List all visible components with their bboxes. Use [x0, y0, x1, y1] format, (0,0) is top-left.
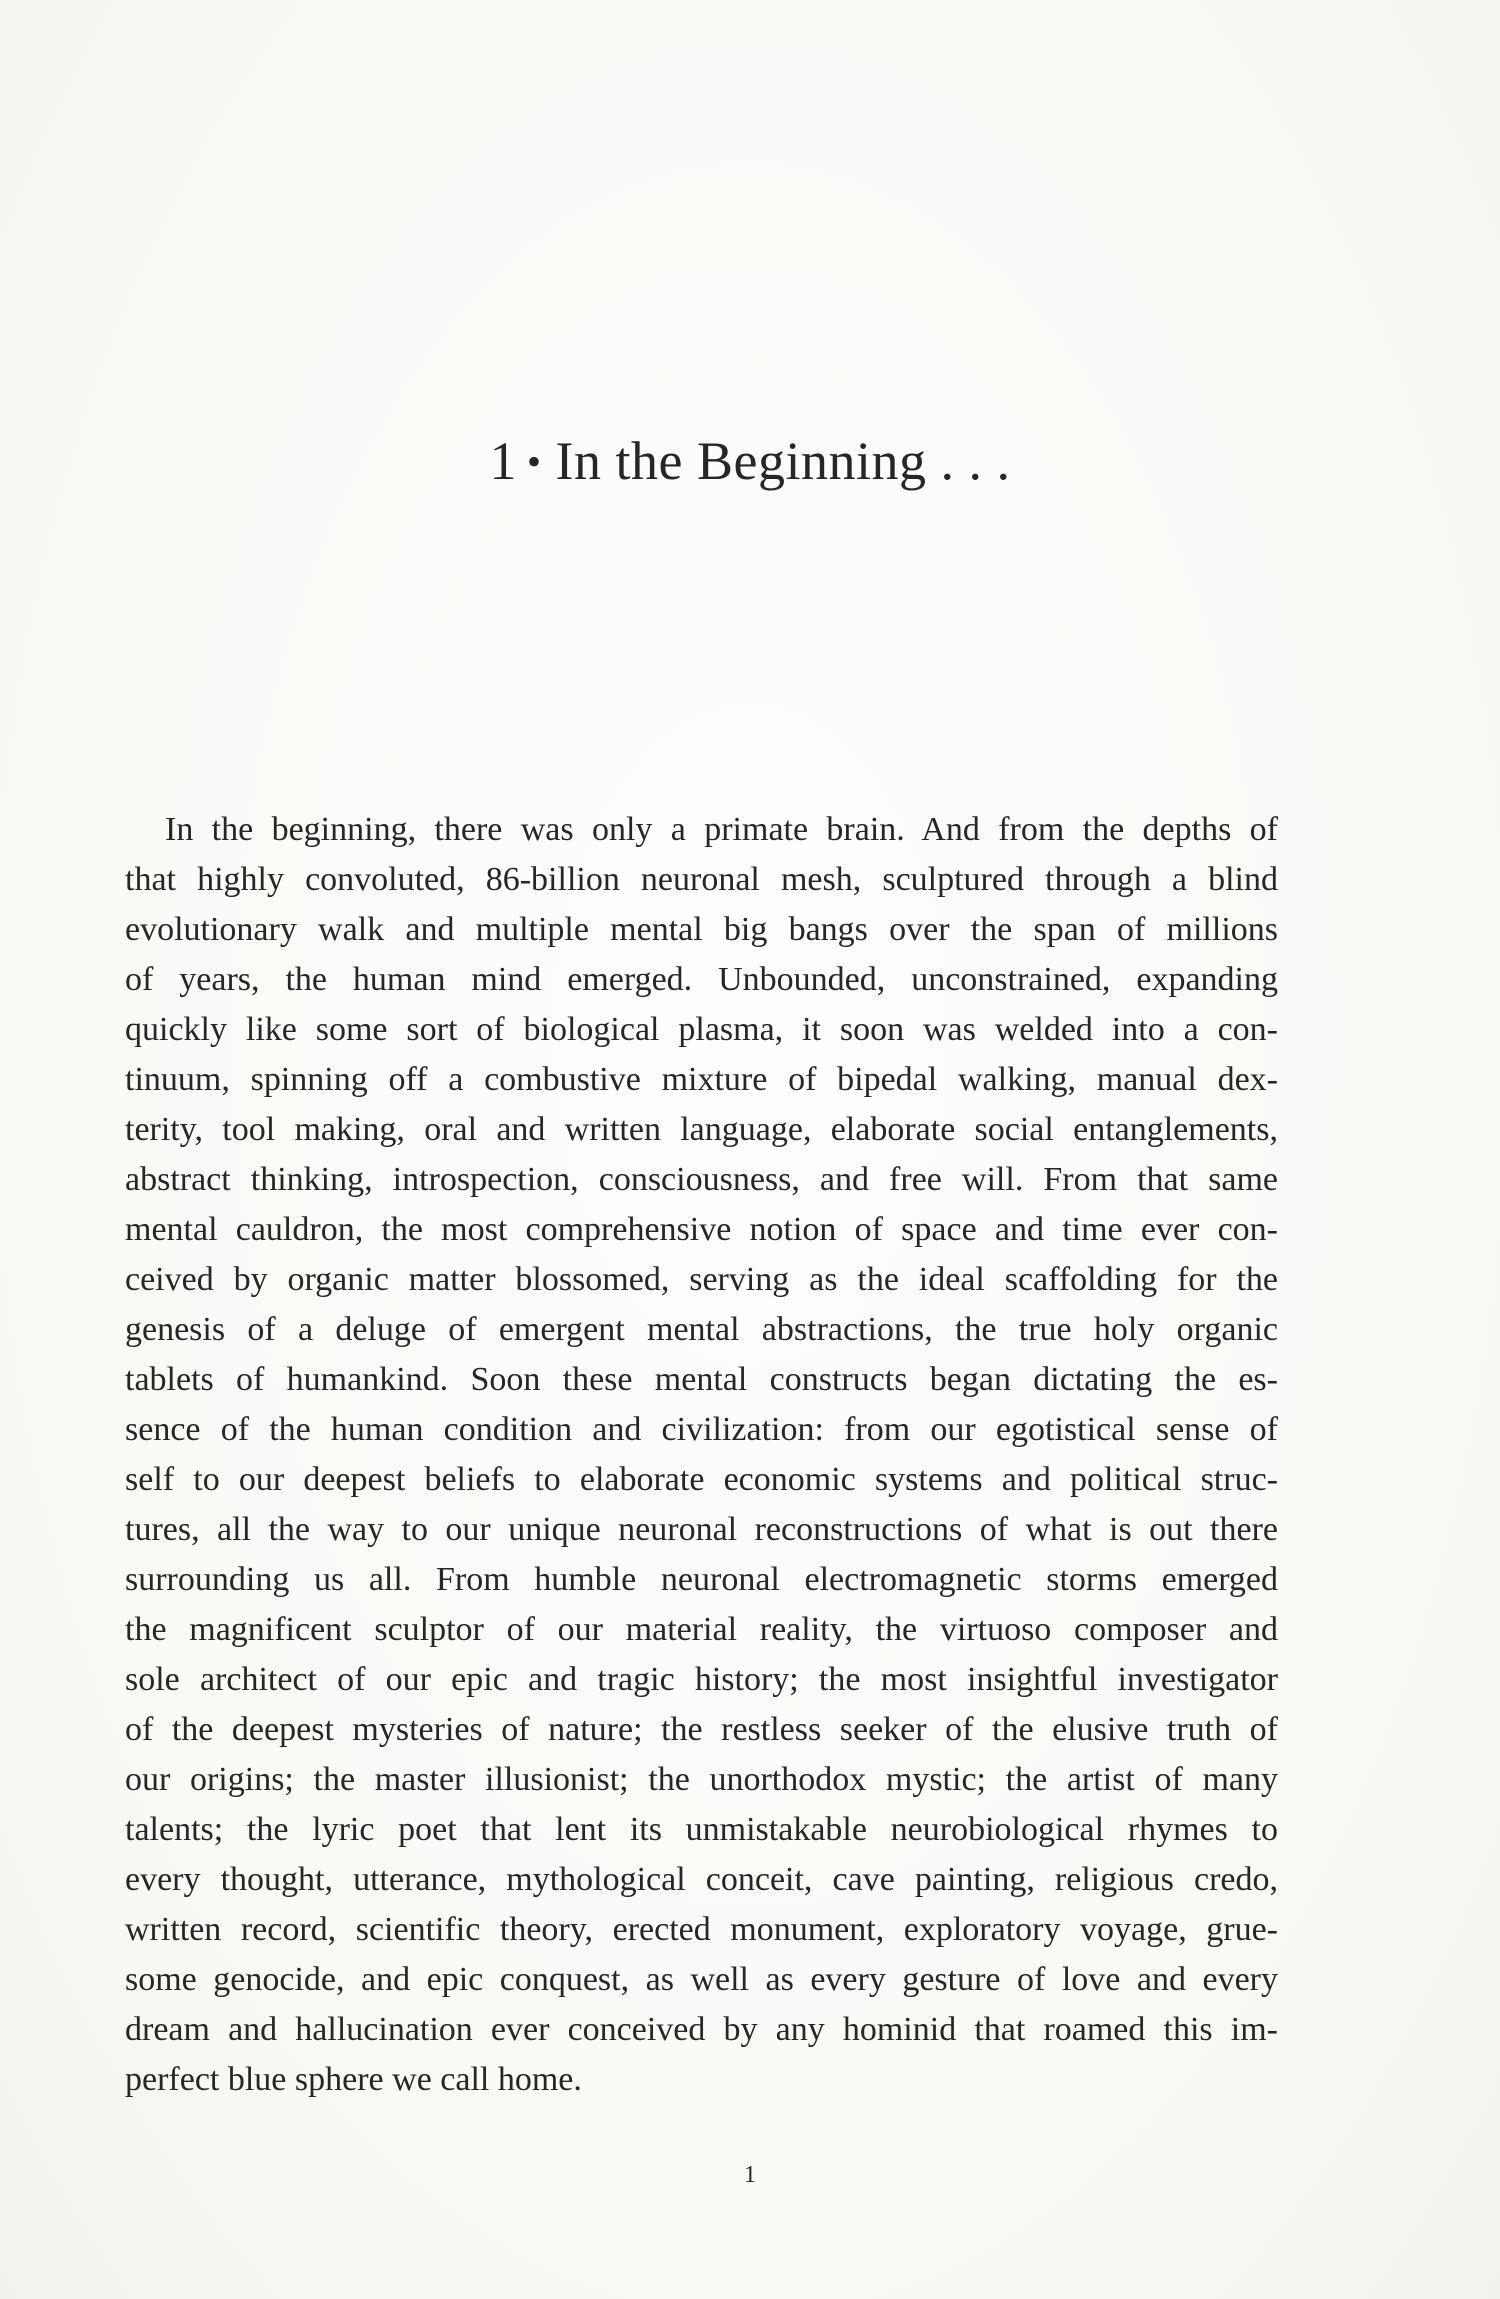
- text-line: of years, the human mind emerged. Unbounded, unconstrained, expanding: [125, 961, 1278, 998]
- text-line: evolutionary walk and multiple mental big bangs over the span of millions: [125, 911, 1278, 948]
- text-line: tures, all the way to our unique neuronal reconstructions of what is out there: [125, 1511, 1278, 1548]
- text-line: dream and hallucination ever conceived by any hominid that roamed this im-: [125, 2011, 1278, 2048]
- text-line: that highly convoluted, 86-billion neuronal mesh, sculptured through a blind: [125, 861, 1278, 898]
- body-paragraph: [125, 805, 1278, 2105]
- text-line: some genocide, and epic conquest, as well as every gesture of love and every: [125, 1961, 1278, 1998]
- text-line: tinuum, spinning off a combustive mixture of bipedal walking, manual dex-: [125, 1061, 1278, 1098]
- text-line: genesis of a deluge of emergent mental abstractions, the true holy organic: [125, 1311, 1278, 1348]
- chapter-separator: •: [527, 439, 542, 484]
- text-line: surrounding us all. From humble neuronal electromagnetic storms emerged: [125, 1561, 1278, 1598]
- text-line: In the beginning, there was only a primate brain. And from the depths of: [165, 811, 1278, 848]
- text-line: talents; the lyric poet that lent its unmistakable neurobiological rhymes to: [125, 1811, 1278, 1848]
- text-line: sence of the human condition and civilization: from our egotistical sense of: [125, 1411, 1278, 1448]
- text-line: quickly like some sort of biological plasma, it soon was welded into a con-: [125, 1011, 1278, 1048]
- page-number: 1: [744, 2162, 756, 2188]
- text-line: abstract thinking, introspection, consciousness, and free will. From that same: [125, 1161, 1278, 1198]
- text-line: of the deepest mysteries of nature; the restless seeker of the elusive truth of: [125, 1711, 1278, 1748]
- chapter-title: In the Beginning . . .: [555, 431, 1011, 491]
- text-line: sole architect of our epic and tragic history; the most insightful investigator: [125, 1661, 1278, 1698]
- text-line: tablets of humankind. Soon these mental constructs began dictating the es-: [125, 1361, 1278, 1398]
- text-line: written record, scientific theory, erected monument, exploratory voyage, grue-: [125, 1911, 1278, 1948]
- chapter-number: 1: [489, 431, 518, 491]
- text-line: mental cauldron, the most comprehensive notion of space and time ever con-: [125, 1211, 1278, 1248]
- text-line: the magnificent sculptor of our material reality, the virtuoso composer and: [125, 1611, 1278, 1648]
- text-line: our origins; the master illusionist; the unorthodox mystic; the artist of many: [125, 1761, 1278, 1798]
- text-line: terity, tool making, oral and written language, elaborate social entanglements,: [125, 1111, 1278, 1148]
- text-line: every thought, utterance, mythological conceit, cave painting, religious credo,: [125, 1861, 1278, 1898]
- text-line: self to our deepest beliefs to elaborate economic systems and political struc-: [125, 1461, 1278, 1498]
- text-line: perfect blue sphere we call home.: [125, 2061, 582, 2098]
- chapter-heading: [0, 430, 1500, 492]
- text-line: ceived by organic matter blossomed, serving as the ideal scaffolding for the: [125, 1261, 1278, 1298]
